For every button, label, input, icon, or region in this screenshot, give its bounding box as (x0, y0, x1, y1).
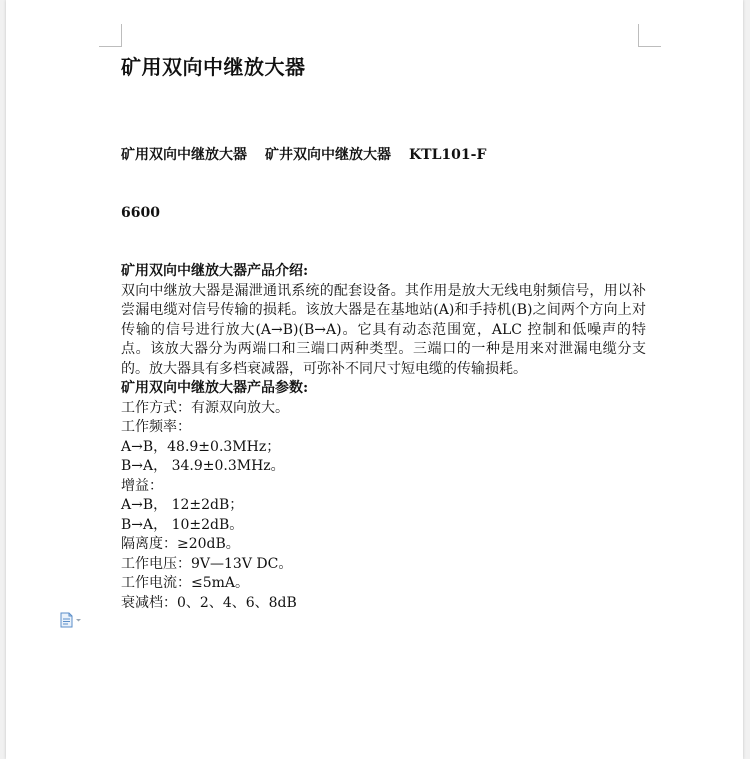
subtitle-part-1: 矿用双向中继放大器 (121, 147, 247, 163)
param-line: 工作方式：有源双向放大。 (121, 399, 289, 416)
param-line: B→A， 10±2dB。 (121, 516, 244, 533)
document-page (6, 0, 743, 759)
param-line: 衰减档：0、2、4、6、8dB (121, 594, 297, 611)
document-code: 6600 (121, 205, 160, 221)
param-line: 工作频率： (121, 419, 191, 435)
intro-paragraph: 双向中继放大器是漏泄通讯系统的配套设备。其作用是放大无线电射频信号，用以补尝漏电缆对信号传输的损耗。该放大器是在基地站(A)和手持机(B)之间两个方向上对传输的信号进行放大(A→B)(B→A)。它具有动态范围宽，ALC 控制和低噪声的特点。该放大器分为两端口和三端口两种类型。三端口的一种是用来对泄漏电缆分支的。放大器具有多档衰减器，可弥补不同尺寸短电缆的传输损耗。 (121, 282, 646, 377)
param-line: B→A， 34.9±0.3MHz。 (121, 458, 285, 474)
page-corner-mark-top-left (99, 24, 122, 47)
document-subtitle (121, 144, 486, 164)
param-line: 隔离度：≥20dB。 (121, 536, 240, 552)
param-line: A→B，48.9±0.3MHz； (121, 438, 281, 455)
param-line: 增益： (121, 477, 163, 494)
page-corner-mark-top-right (638, 24, 661, 47)
subtitle-model: KTL101-F (409, 147, 487, 163)
intro-heading: 矿用双向中继放大器产品介绍: (121, 263, 309, 279)
document-content (121, 52, 646, 611)
document-title: 矿用双向中继放大器 (121, 55, 306, 79)
paragraph-layout-icon[interactable] (59, 612, 89, 628)
param-line: 工作电流：≤5mA。 (121, 575, 250, 591)
param-line: 工作电压：9V—13V DC。 (121, 555, 293, 572)
param-line: A→B， 12±2dB； (121, 497, 244, 513)
subtitle-part-2: 矿井双向中继放大器 (265, 147, 391, 163)
document-body (121, 262, 646, 613)
params-heading: 矿用双向中继放大器产品参数: (121, 380, 309, 396)
